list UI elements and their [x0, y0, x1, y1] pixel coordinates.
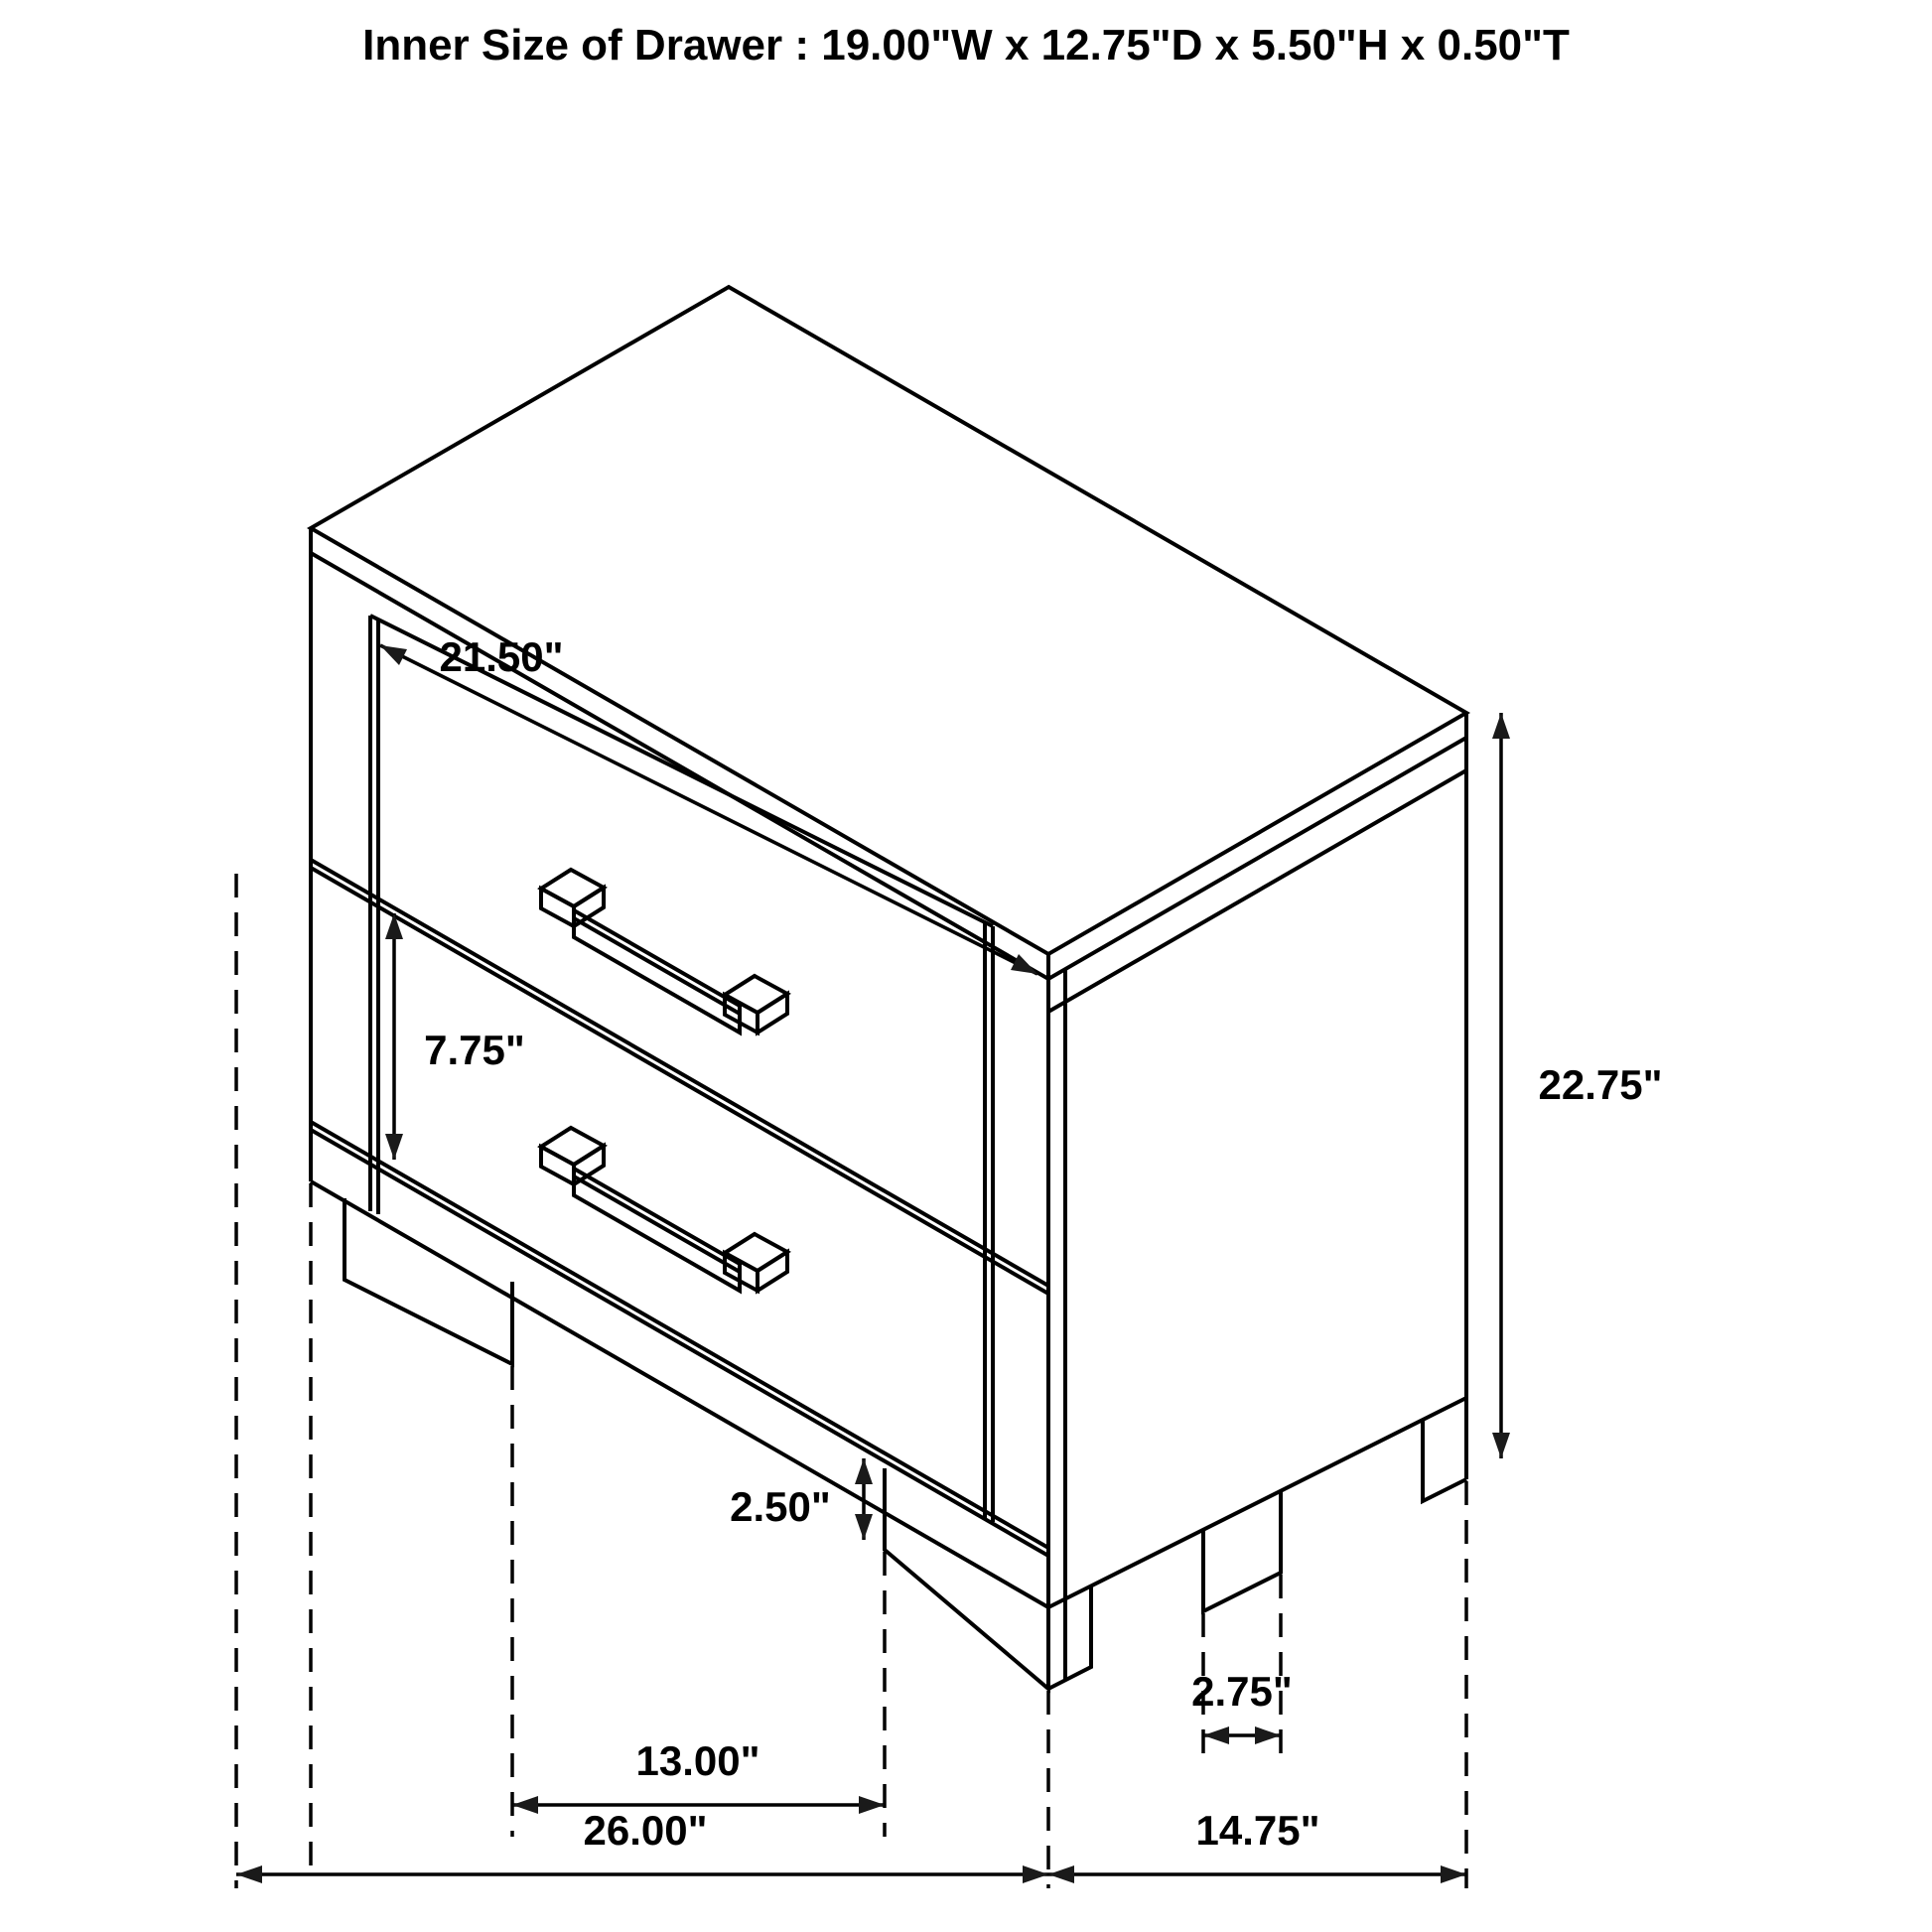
- top-panel-bottom-edge: [311, 553, 1466, 979]
- arrowhead-right-icon: [1255, 1726, 1281, 1744]
- arrowhead-right-icon: [859, 1796, 885, 1814]
- handle-post-right-top: [725, 976, 787, 1013]
- arrowhead-down-icon: [855, 1514, 873, 1540]
- drawer-handle-top: [541, 870, 787, 1033]
- dim-label-foot-height: 2.50": [730, 1483, 831, 1530]
- front-right-foot-side-face: [1048, 1586, 1091, 1689]
- arrowhead-up-icon: [855, 1458, 873, 1484]
- arrowhead-left-icon: [236, 1865, 262, 1883]
- front-bottom-rail-edge: [311, 1181, 1048, 1607]
- arrowhead-down-icon: [385, 1134, 403, 1160]
- arrowhead-right-icon: [1023, 1865, 1048, 1883]
- dimension-overall-depth: [1048, 1807, 1466, 1883]
- cabinet-front-face: [311, 553, 1048, 1607]
- dim-label-drawer-front-width: 21.50": [439, 633, 564, 680]
- drawer-handle-bottom: [541, 1128, 787, 1291]
- back-corner-foot: [1423, 1420, 1466, 1501]
- dimension-overall-height: [1492, 713, 1663, 1458]
- dim-label-side-foot-width: 2.75": [1191, 1668, 1293, 1715]
- cabinet-side-face: [1048, 738, 1466, 1680]
- bottom-drawer-edge-lines: [311, 1122, 1048, 1556]
- side-top-rail-line: [1048, 770, 1466, 1012]
- handle-bar: [574, 910, 740, 1033]
- arrowhead-right-icon: [1441, 1865, 1466, 1883]
- handle-post-right-top: [725, 1234, 787, 1271]
- handle-post-right-side: [758, 1252, 787, 1291]
- dim-line-drawer-width: [380, 645, 1037, 974]
- handle-bar-top-strip: [574, 918, 740, 1014]
- side-bottom-rail-edge: [1048, 1398, 1466, 1607]
- dim-label-overall-height: 22.75": [1538, 1061, 1663, 1108]
- dim-label-front-feet-spacing: 13.00": [635, 1737, 760, 1784]
- dimension-drawer-front-width: [380, 633, 1037, 974]
- arrowhead-left-icon: [1203, 1726, 1229, 1744]
- arrowhead-up-icon: [1492, 713, 1510, 739]
- dimension-foot-height: [730, 1458, 873, 1540]
- drawer2-bottom-upper-line: [311, 1122, 1048, 1548]
- arrowhead-up-left-icon: [380, 645, 407, 665]
- handle-bar: [574, 1169, 740, 1291]
- arrowhead-down-icon: [1492, 1433, 1510, 1458]
- handle-post-left-front: [541, 889, 574, 926]
- dimension-front-feet-spacing: [512, 1737, 885, 1814]
- dim-label-overall-width: 26.00": [583, 1807, 708, 1854]
- arrowhead-left-icon: [512, 1796, 538, 1814]
- handle-post-left-front: [541, 1147, 574, 1184]
- handle-post-right-side: [758, 994, 787, 1033]
- extension-lines: [236, 874, 1466, 1888]
- dimension-overall-width: [236, 1807, 1048, 1883]
- dimension-side-foot-width: [1191, 1668, 1293, 1744]
- dim-label-overall-depth: 14.75": [1195, 1807, 1320, 1854]
- handle-post-left-top: [541, 1128, 604, 1165]
- top-panel-surface: [311, 287, 1466, 954]
- arrowhead-down-right-icon: [1011, 954, 1037, 974]
- diagram-title: Inner Size of Drawer : 19.00"W x 12.75"D x 5.50"H x 0.50"T: [362, 21, 1570, 69]
- dim-label-drawer-front-height: 7.75": [424, 1027, 525, 1073]
- handle-post-left-top: [541, 870, 604, 906]
- drawer2-bottom-lower-line: [311, 1130, 1048, 1556]
- handle-bar-top-strip: [574, 1176, 740, 1272]
- arrowhead-left-icon: [1048, 1865, 1074, 1883]
